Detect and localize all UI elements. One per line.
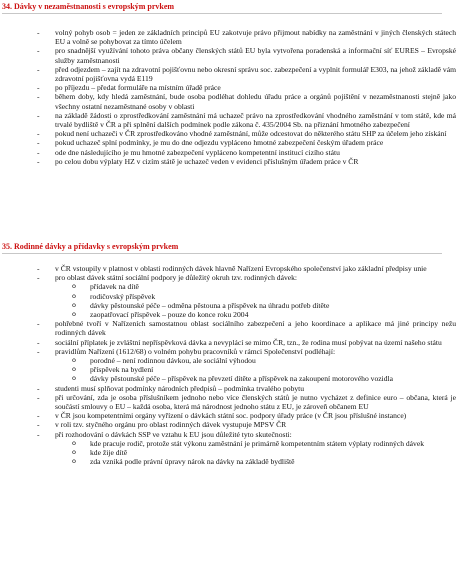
dash-bullet-icon: - (37, 319, 40, 329)
sub-list-item (0, 310, 456, 319)
dash-bullet-icon: - (37, 46, 40, 56)
sub-list-item (0, 282, 456, 291)
section-35-list (0, 264, 456, 466)
sub-list-item (0, 301, 456, 310)
list-item (0, 111, 456, 129)
circle-bullet-icon: o (72, 374, 76, 383)
dash-bullet-icon: - (37, 346, 40, 356)
list-item-text: před odjezdem – zajít na zdravotní pojišťovnu nebo okresní správu soc. zabezpečení a vyplnit formulář E303, na jehož základě vám zdravotní pojišťovna vydá E119 (55, 64, 456, 84)
list-item (0, 46, 456, 64)
sub-list-item-text: dávky pěstounské péče – příspěvek na převzetí dítěte a příspěvek na zakoupení motorového vozidla (90, 374, 394, 384)
dash-bullet-icon: - (37, 156, 40, 166)
list-item (0, 273, 456, 282)
circle-bullet-icon: o (72, 310, 76, 319)
list-item (0, 384, 456, 393)
dash-bullet-icon: - (37, 264, 40, 273)
list-item (0, 83, 456, 92)
circle-bullet-icon: o (72, 365, 76, 374)
list-item-text: v roli tzv. styčného orgánu pro oblast rodinných dávek vystupuje MPSV ČR (55, 420, 287, 430)
list-item-text: pokud uchazeč splní podmínky, je mu do dne odjezdu vypláceno hmotné zabezpečení českým úřadem práce (55, 138, 384, 148)
list-item-text: při rozhodování o dávkách SSP ve vztahu k EU jsou důležité tyto skutečnosti: (55, 429, 292, 439)
dash-bullet-icon: - (37, 129, 40, 139)
sub-list-item-text: zaopatřovací příspěvek – pouze do konce roku 2004 (90, 310, 249, 320)
list-item (0, 129, 456, 138)
list-item (0, 338, 456, 347)
list-item-text: v ČR vstoupily v platnost v oblasti rodinných dávek hlavně Nařízení Evropského společenství jako základní předpisy unie (55, 264, 427, 273)
section-heading-34: 34. Dávky v nezaměstnanosti s evropským prvkem (2, 2, 442, 14)
circle-bullet-icon: o (72, 448, 76, 457)
dash-bullet-icon: - (37, 273, 40, 283)
sub-list-item (0, 374, 456, 383)
dash-bullet-icon: - (37, 138, 40, 148)
list-item (0, 393, 456, 411)
sub-list-item (0, 457, 456, 466)
list-item-text: po příjezdu – předat formuláře na místním úřadě práce (55, 83, 221, 93)
circle-bullet-icon: o (72, 282, 76, 291)
list-item-text: pokud není uchazeči v ČR zprostředkováno vhodné zaměstnání, může odcestovat do některého státu SHP za účelem jeho získání (55, 129, 447, 139)
circle-bullet-icon: o (72, 457, 76, 466)
dash-bullet-icon: - (37, 28, 40, 37)
dash-bullet-icon: - (37, 411, 40, 421)
list-item-text: studenti musí splňovat podmínky národních předpisů – podmínka trvalého pobytu (55, 383, 305, 393)
sub-list-item-text: kde žije dítě (90, 448, 128, 458)
section-34-list (0, 28, 456, 166)
list-item (0, 347, 456, 356)
list-item (0, 138, 456, 147)
list-item-text: při určování, zda je osoba příslušníkem jednoho nebo více členských států je nutno vycházet z definice euro – občana, která je součástí smlouvy o EU – každá osoba, která má národnost jednoho státu z EU, je zároveň občanem EU (55, 392, 456, 412)
list-item (0, 264, 456, 273)
circle-bullet-icon: o (72, 438, 76, 447)
dash-bullet-icon: - (37, 147, 40, 157)
list-item-text: sociální příplatek je zvláštní nepříspěvková dávka a nevyplácí se mimo ČR, tzn., že rodina musí pobývat na území našeho státu (55, 337, 442, 347)
dash-bullet-icon: - (37, 64, 40, 74)
sub-list-item (0, 365, 456, 374)
sub-list-item (0, 292, 456, 301)
sub-list-item-text: příspěvek na bydlení (90, 365, 154, 375)
sub-list-item-text: rodičovský příspěvek (90, 291, 156, 301)
sub-list-item-text: porodné – není rodinnou dávkou, ale sociální výhodou (90, 356, 256, 366)
sub-list-item-text: zda vzniká podle právní úpravy nárok na dávky na základě bydliště (90, 457, 295, 467)
section-heading-35: 35. Rodinné dávky a přídavky s evropským prvkem (2, 242, 442, 254)
dash-bullet-icon: - (37, 92, 40, 102)
sub-list-item-text: přídavek na dítě (90, 282, 139, 292)
dash-bullet-icon: - (37, 392, 40, 402)
list-item (0, 28, 456, 46)
list-item (0, 65, 456, 83)
dash-bullet-icon: - (37, 420, 40, 430)
sub-list-item-text: kde pracuje rodič, protože stát výkonu zaměstnání je primárně kompetentním státem výplaty rodinných dávek (90, 438, 425, 448)
circle-bullet-icon: o (72, 300, 76, 309)
sub-list-item (0, 439, 456, 448)
sub-list-item (0, 356, 456, 365)
list-item-text: ode dne následujícího je mu hmotné zabezpečení vypláceno kompetentní institucí cizího státu (55, 147, 340, 157)
list-item (0, 420, 456, 429)
dash-bullet-icon: - (37, 337, 40, 347)
list-item-text: na základě žádosti o zprostředkování zaměstnání má uchazeč právo na zprostředkování vhodného zaměstnání v tom státě, kde má trvalé bydliště v ČR a při splnění dalších podmínek podle zákona č. 435/2004 Sb. na přiznání hmotného zabezpečení (55, 110, 456, 130)
list-item-text: pravidlům Nařízení (1612/68) o volném pohybu pracovníků v rámci Společenství podléhají: (55, 346, 336, 356)
list-item (0, 319, 456, 337)
dash-bullet-icon: - (37, 429, 40, 439)
list-item (0, 92, 456, 110)
list-item-text: po celou dobu výplaty HZ v cizím státě je uchazeč veden v evidenci příslušným úřadem práce v ČR (55, 156, 359, 166)
list-item (0, 430, 456, 439)
dash-bullet-icon: - (37, 383, 40, 393)
list-item-text: pro oblast dávek státní sociální podpory je důležitý okruh tzv. rodinných dávek: (55, 273, 298, 283)
sub-list-item-text: dávky pěstounské péče – odměna pěstouna a příspěvek na úhradu potřeb dítěte (90, 300, 330, 310)
list-item-text: pohřebné tvoří v Nařízeních samostatnou oblast sociálního zabezpečení a jeho koordinace a aplikace má jiné principy nežu rodinných dávek (55, 319, 456, 338)
sub-list-item (0, 448, 456, 457)
list-item-text: během doby, kdy hledá zaměstnání, bude osoba podléhat dohledu úřadu práce a orgánů pojištění v nezaměstnanosti stejně jako všechny ostatní nezaměstnané osoby v oblasti (55, 92, 456, 111)
dash-bullet-icon: - (37, 83, 40, 93)
list-item (0, 157, 456, 166)
list-item-text: pro snadnější využívání tohoto práva občany členských států EU byla vytvořena poradenská a informační síť EURES – Evropské služby zaměstnanosti (55, 46, 456, 65)
list-item-text: volný pohyb osob = jeden ze základních principů EU zakotvuje právo přijmout nabídky na zaměstnání v jiných členských státech EU a volně se pohybovat za tímto účelem (55, 28, 456, 47)
dash-bullet-icon: - (37, 110, 40, 120)
circle-bullet-icon: o (72, 291, 76, 300)
list-item (0, 148, 456, 157)
circle-bullet-icon: o (72, 356, 76, 365)
list-item-text: v ČR jsou kompetentními orgány vyřízení o dávkách státní soc. podpory úřady práce (v ČR jsou příslušné instance) (55, 411, 407, 421)
